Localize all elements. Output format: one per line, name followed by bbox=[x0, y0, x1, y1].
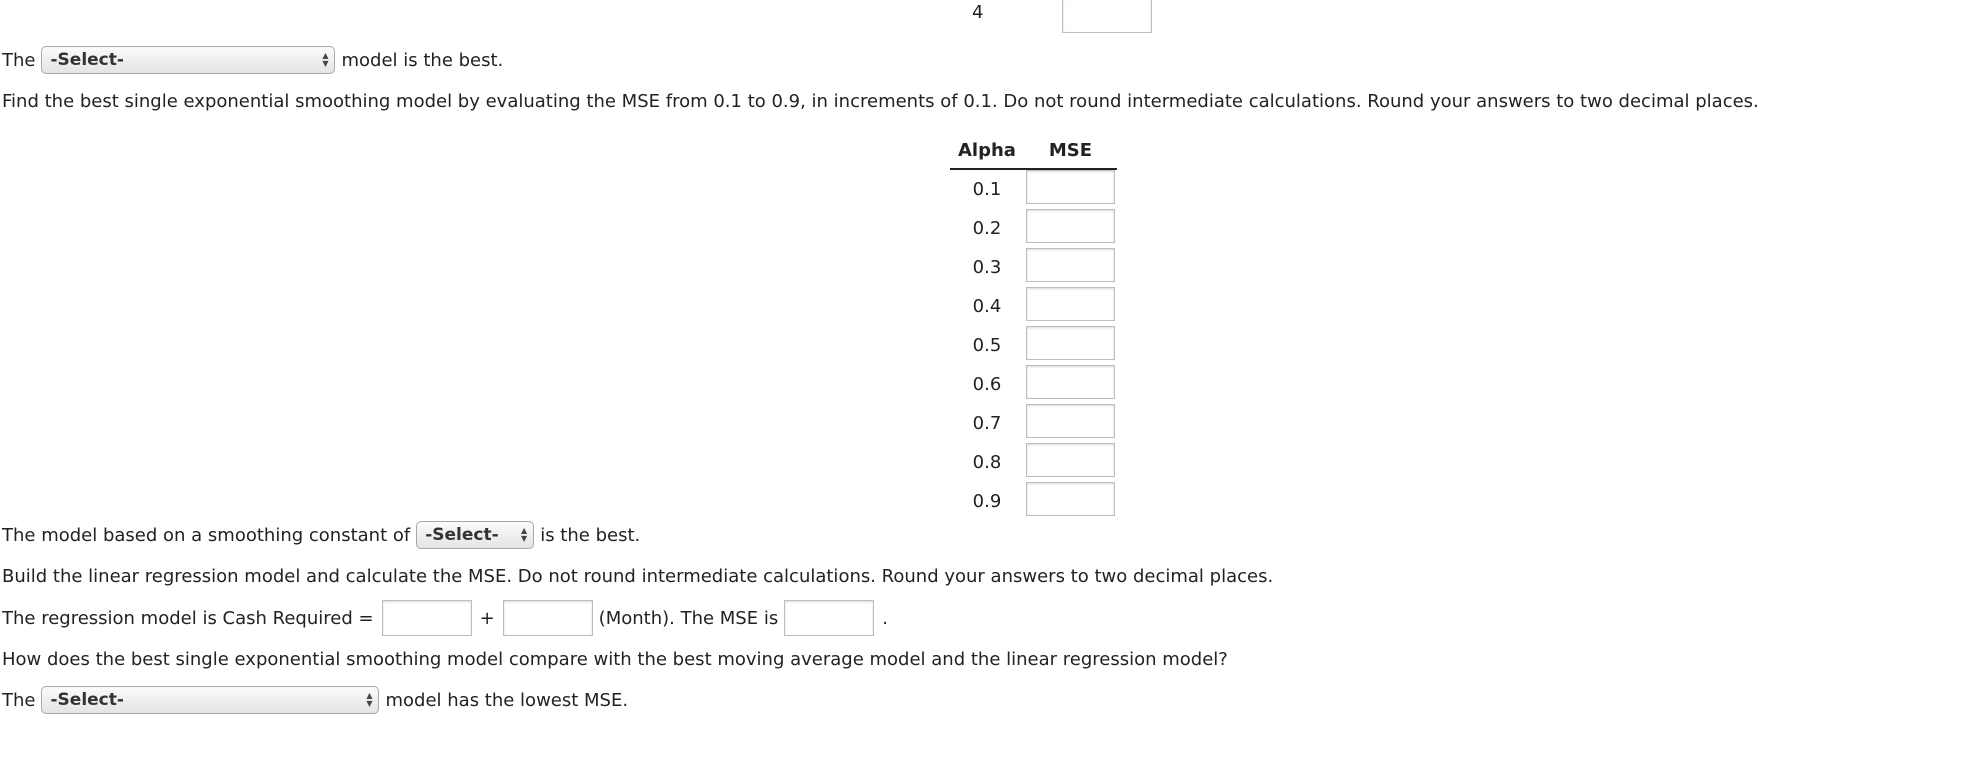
mse-header: MSE bbox=[1024, 134, 1117, 169]
regression-instructions: Build the linear regression model and calculate the MSE. Do not round intermediate calculations. Round your answers to two decimal places. bbox=[2, 565, 1274, 587]
alpha-value: 0.7 bbox=[972, 413, 1002, 434]
mse-input-0-3[interactable] bbox=[1026, 248, 1115, 282]
alpha-value: 0.5 bbox=[972, 335, 1002, 356]
plus-sign: + bbox=[479, 607, 495, 629]
select-arrows-icon: ▲ ▼ bbox=[521, 526, 528, 543]
lowest-prefix: The bbox=[2, 689, 36, 711]
smoothing-prefix: The model based on a smoothing constant of bbox=[2, 524, 411, 546]
ses-instructions: Find the best single exponential smoothing model by evaluating the MSE from 0.1 to 0.9, in increments of 0.1. Do not round intermediate calculations. Round your answers to two decimal places. bbox=[2, 90, 1759, 112]
alpha-value: 0.3 bbox=[972, 257, 1002, 278]
alpha-mse-table bbox=[950, 134, 1117, 521]
smoothing-select-value: -Select- bbox=[425, 525, 499, 545]
lowest-select-value: -Select- bbox=[50, 690, 124, 710]
alpha-value: 0.2 bbox=[972, 218, 1002, 239]
table-row bbox=[950, 287, 1117, 326]
alpha-value: 0.1 bbox=[972, 179, 1002, 200]
mse-input-0-9[interactable] bbox=[1026, 482, 1115, 516]
compare-question: How does the best single exponential smoothing model compare with the best moving average model and the linear regression model? bbox=[2, 648, 1228, 670]
table-row bbox=[950, 248, 1117, 287]
mse-input-0-2[interactable] bbox=[1026, 209, 1115, 243]
smoothing-suffix: is the best. bbox=[540, 524, 641, 546]
mse-input-0-8[interactable] bbox=[1026, 443, 1115, 477]
regression-mse-input[interactable] bbox=[784, 600, 874, 636]
smoothing-constant-select[interactable] bbox=[416, 521, 534, 549]
table-row bbox=[950, 326, 1117, 365]
mse-input-0-1[interactable] bbox=[1026, 170, 1115, 204]
table-row bbox=[950, 443, 1117, 482]
lowest-suffix: model has the lowest MSE. bbox=[385, 689, 629, 711]
table-row bbox=[950, 482, 1117, 521]
table-row bbox=[950, 365, 1117, 404]
alpha-value: 0.9 bbox=[972, 491, 1002, 512]
period-text: . bbox=[882, 607, 888, 629]
mse-input-0-7[interactable] bbox=[1026, 404, 1115, 438]
top-row-input[interactable] bbox=[1062, 0, 1152, 33]
regression-prefix: The regression model is Cash Required = bbox=[2, 607, 374, 629]
alpha-value: 0.8 bbox=[972, 452, 1002, 473]
best-model-line bbox=[2, 43, 503, 77]
intercept-input[interactable] bbox=[382, 600, 472, 636]
table-row bbox=[950, 169, 1117, 209]
mse-input-0-5[interactable] bbox=[1026, 326, 1115, 360]
lowest-mse-line bbox=[2, 683, 628, 717]
best-model-select[interactable] bbox=[41, 46, 335, 74]
table-row bbox=[950, 209, 1117, 248]
best-model-prefix: The bbox=[2, 49, 36, 71]
alpha-header: Alpha bbox=[950, 134, 1024, 169]
regression-model-line bbox=[2, 600, 888, 636]
best-model-suffix: model is the best. bbox=[341, 49, 504, 71]
table-row bbox=[950, 404, 1117, 443]
lowest-mse-select[interactable] bbox=[41, 686, 379, 714]
smoothing-constant-line bbox=[2, 518, 640, 552]
mse-input-0-6[interactable] bbox=[1026, 365, 1115, 399]
month-text: (Month). The MSE is bbox=[598, 607, 779, 629]
select-arrows-icon: ▲ ▼ bbox=[366, 691, 373, 708]
best-model-select-value: -Select- bbox=[50, 50, 124, 70]
alpha-value: 0.6 bbox=[972, 374, 1002, 395]
top-row-label: 4 bbox=[972, 2, 984, 23]
slope-input[interactable] bbox=[503, 600, 593, 636]
mse-input-0-4[interactable] bbox=[1026, 287, 1115, 321]
select-arrows-icon: ▲ ▼ bbox=[322, 51, 329, 68]
alpha-value: 0.4 bbox=[972, 296, 1002, 317]
